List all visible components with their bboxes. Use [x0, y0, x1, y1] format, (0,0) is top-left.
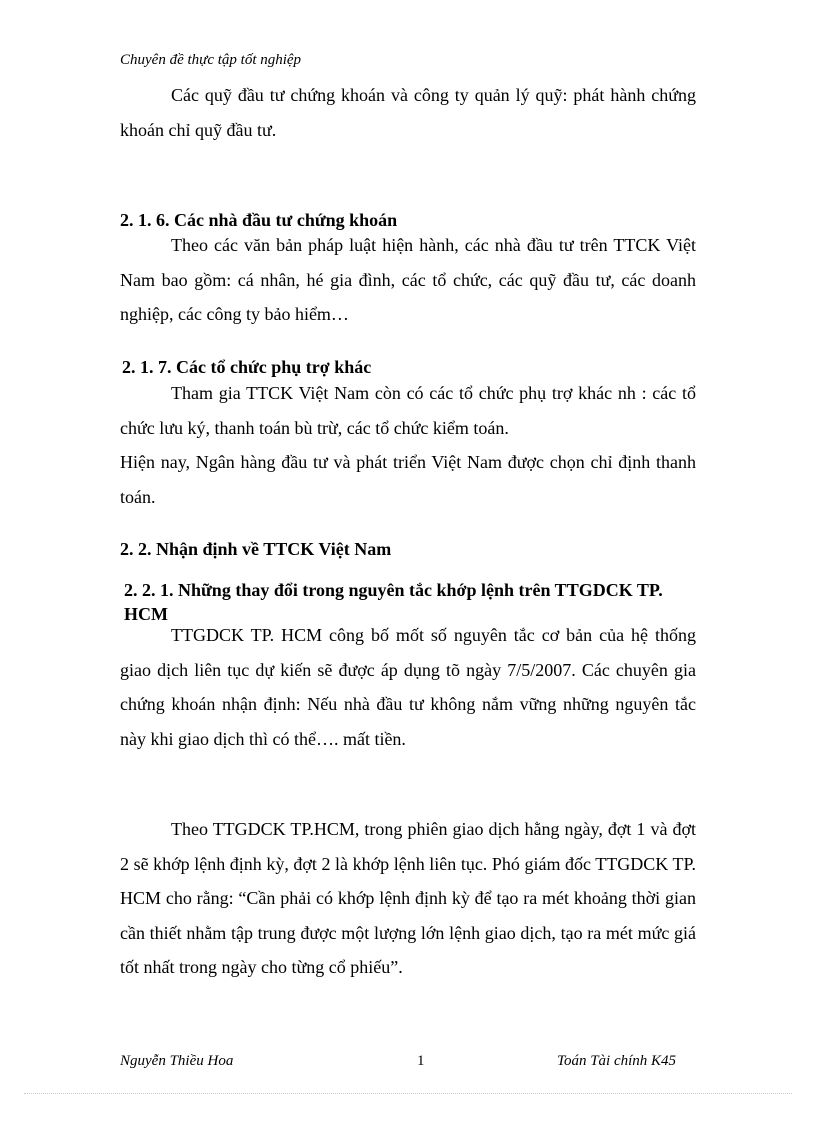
footer-page-number: 1	[417, 1053, 425, 1069]
section-2-1-6-paragraph: Theo các văn bản pháp luật hiện hành, các nhà đầu tư trên TTCK Việt Nam bao gồm: cá nhân, hé gia đình, các tổ chức, các quỹ đầu tư, các doanh nghiệp, các công ty bảo hiểm…	[120, 235, 696, 324]
section-2-1-6-heading: 2. 1. 6. Các nhà đầu tư chứng khoán	[120, 210, 398, 230]
section-2-1-7-paragraph-1: Tham gia TTCK Việt Nam còn có các tổ chức phụ trợ khác nh : các tổ chức lưu ký, thanh toán bù trừ, các tổ chức kiểm toán.	[120, 383, 696, 438]
section-2-1-7-heading: 2. 1. 7. Các tổ chức phụ trợ khác	[122, 357, 372, 377]
footer-author: Nguyễn Thiều Hoa	[120, 1053, 234, 1069]
section-2-2-heading: 2. 2. Nhận định về TTCK Việt Nam	[120, 539, 392, 559]
section-2-1-7-paragraph-2: Hiện nay, Ngân hàng đầu tư và phát triển Việt Nam được chọn chỉ định thanh toán.	[120, 452, 696, 507]
intro-paragraph: Các quỹ đầu tư chứng khoán và công ty quản lý quỹ: phát hành chứng khoán chỉ quỹ đầu tư.	[120, 85, 696, 140]
section-2-2-1-paragraph-1: TTGDCK TP. HCM công bố mốt số nguyên tắc cơ bản của hệ thống giao dịch liên tục dự kiến sẽ được áp dụng tõ ngày 7/5/2007. Các chuyên gia chứng khoán nhận định: Nếu nhà đầu tư không nắm vững những nguyên tắc này khi giao dịch thì có thể…. mất tiền.	[120, 625, 696, 749]
section-2-2-1-paragraph-2: Theo TTGDCK TP.HCM, trong phiên giao dịch hằng ngày, đợt 1 và đợt 2 sẽ khớp lệnh định kỳ, đợt 2 là khớp lệnh liên tục. Phó giám đốc TTGDCK TP. HCM cho rằng: “Cần phải có khớp lệnh định kỳ để tạo ra mét khoảng thời gian cần thiết nhằm tập trung được một lượng lớn lệnh giao dịch, tạo ra mét mức giá tốt nhất trong ngày cho từng cổ phiếu”.	[120, 819, 696, 977]
section-2-2-1-heading: 2. 2. 1. Những thay đổi trong nguyên tắc khớp lệnh trên TTGDCK TP. HCM	[124, 580, 663, 624]
page-bottom-divider	[24, 1093, 792, 1094]
page-header: Chuyên đề thực tập tốt nghiệp	[120, 52, 302, 68]
footer-class-name: Toán Tài chính K45	[557, 1053, 677, 1069]
